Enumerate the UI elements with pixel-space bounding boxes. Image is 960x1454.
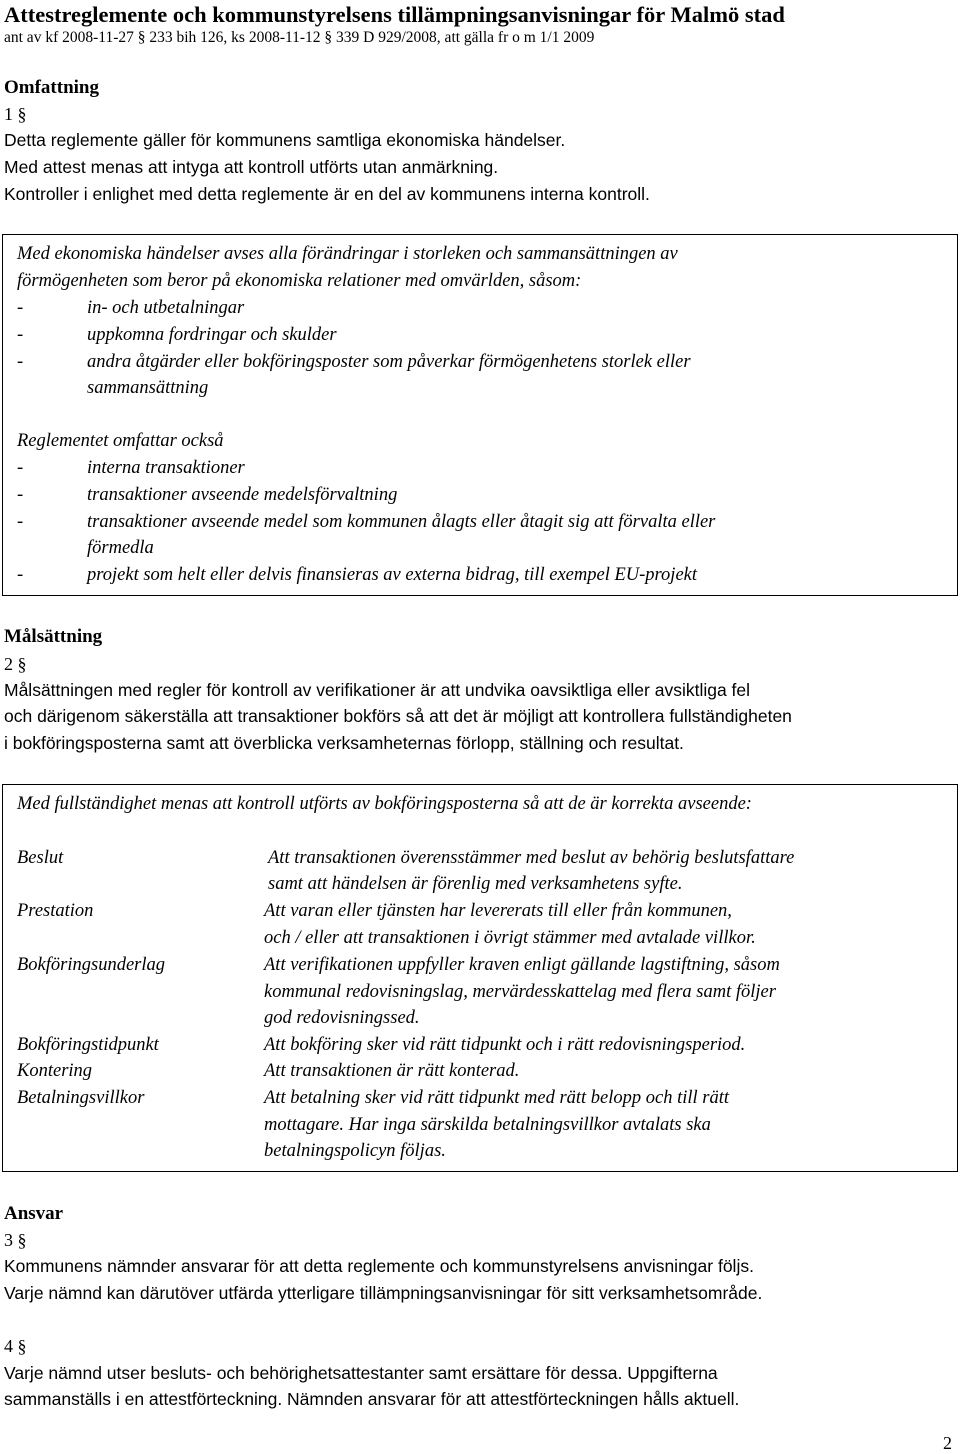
definition-line: betalningspolicyn följas. xyxy=(264,1141,446,1161)
definition-line: kommunal redovisningslag, mervärdesskattelag med flera samt följer xyxy=(264,982,776,1002)
definition-line: och / eller att transaktionen i övrigt stämmer med avtalade villkor. xyxy=(264,928,756,948)
definition-box-completeness xyxy=(2,784,958,1172)
paragraph-number-2: 2 § xyxy=(4,654,27,674)
list-item-continuation: sammansättning xyxy=(87,378,209,398)
term-kontering: Kontering xyxy=(17,1061,93,1081)
text-line: Kommunens nämnder ansvarar för att detta reglemente och kommunstyrelsens anvisningar följs. xyxy=(4,1256,754,1276)
list-dash: - xyxy=(17,458,24,478)
list-dash: - xyxy=(17,325,24,345)
definition-line: Att varan eller tjänsten har levererats till eller från kommunen, xyxy=(264,901,732,921)
list-dash: - xyxy=(17,298,24,318)
text-line: Detta reglemente gäller för kommunens samtliga ekonomiska händelser. xyxy=(4,130,566,150)
text-line: sammanställs i en attestförteckning. Nämnden ansvarar för att attestförteckningen hålls aktuell. xyxy=(4,1389,740,1409)
list-item: projekt som helt eller delvis finansieras av externa bidrag, till exempel EU-projekt xyxy=(87,565,698,585)
document-title: Attestreglemente och kommunstyrelsens tillämpningsanvisningar för Malmö stad xyxy=(4,2,785,27)
definition-line: god redovisningssed. xyxy=(264,1008,420,1028)
list-item: uppkomna fordringar och skulder xyxy=(87,325,337,345)
list-item: in- och utbetalningar xyxy=(87,298,245,318)
definition-box-economic-events xyxy=(2,234,958,596)
definition-line: Att transaktionen överensstämmer med beslut av behörig beslutsfattare xyxy=(268,848,795,868)
definition-line: Att betalning sker vid rätt tidpunkt med rätt belopp och till rätt xyxy=(264,1088,730,1108)
list-item: interna transaktioner xyxy=(87,458,245,478)
text-line: Varje nämnd utser besluts- och behörighetsattestanter samt ersättare för dessa. Uppgifterna xyxy=(4,1363,718,1383)
term-bokforingsunderlag: Bokföringsunderlag xyxy=(17,955,165,975)
text-line: i bokföringsposterna samt att överblicka verksamheternas förlopp, ställning och resultat. xyxy=(4,733,684,753)
box-intro-line: Med fullständighet menas att kontroll utförts av bokföringsposterna så att de är korrekta avseende: xyxy=(17,794,752,814)
section-heading-omfattning: Omfattning xyxy=(4,77,99,98)
text-line: och därigenom säkerställa att transaktioner bokförs så att det är möjligt att kontrollera fullständigheten xyxy=(4,706,792,726)
list-dash: - xyxy=(17,565,24,585)
definition-line: mottagare. Har inga särskilda betalningsvillkor avtalats ska xyxy=(264,1115,711,1135)
term-prestation: Prestation xyxy=(17,901,94,921)
definition-line: Att bokföring sker vid rätt tidpunkt och i rätt redovisningsperiod. xyxy=(264,1035,746,1055)
section-heading-ansvar: Ansvar xyxy=(4,1203,64,1224)
text-line: Med attest menas att intyga att kontroll utförts utan anmärkning. xyxy=(4,157,499,177)
paragraph-number-1: 1 § xyxy=(4,104,27,124)
list-item: transaktioner avseende medel som kommunen ålagts eller åtagit sig att förvalta eller xyxy=(87,512,716,532)
box-intro-line: Med ekonomiska händelser avses alla förändringar i storleken och sammansättningen av xyxy=(17,244,678,264)
box-intro-line: Reglementet omfattar också xyxy=(17,431,224,451)
list-item-continuation: förmedla xyxy=(87,538,154,558)
box-intro-line: förmögenheten som beror på ekonomiska relationer med omvärlden, såsom: xyxy=(17,271,582,291)
list-item: transaktioner avseende medelsförvaltning xyxy=(87,485,398,505)
text-line: Varje nämnd kan därutöver utfärda ytterligare tillämpningsanvisningar för sitt verksamhetsområde. xyxy=(4,1283,763,1303)
definition-line: samt att händelsen är förenlig med verksamhetens syfte. xyxy=(268,874,683,894)
section-heading-malsattning: Målsättning xyxy=(4,626,103,647)
list-item: andra åtgärder eller bokföringsposter som påverkar förmögenhetens storlek eller xyxy=(87,352,691,372)
document-subtitle: ant av kf 2008-11-27 § 233 bih 126, ks 2008-11-12 § 339 D 929/2008, att gälla fr o m 1/1 2009 xyxy=(4,29,595,46)
term-beslut: Beslut xyxy=(17,848,64,868)
list-dash: - xyxy=(17,512,24,532)
term-betalningsvillkor: Betalningsvillkor xyxy=(17,1088,145,1108)
text-line: Kontroller i enlighet med detta reglemente är en del av kommunens interna kontroll. xyxy=(4,184,650,204)
paragraph-number-3: 3 § xyxy=(4,1230,27,1250)
list-dash: - xyxy=(17,485,24,505)
paragraph-number-4: 4 § xyxy=(4,1336,27,1356)
definition-line: Att transaktionen är rätt konterad. xyxy=(264,1061,520,1081)
definition-line: Att verifikationen uppfyller kraven enligt gällande lagstiftning, såsom xyxy=(264,955,780,975)
list-dash: - xyxy=(17,352,24,372)
term-bokforingstidpunkt: Bokföringstidpunkt xyxy=(17,1035,159,1055)
page-number: 2 xyxy=(943,1433,952,1453)
text-line: Målsättningen med regler för kontroll av verifikationer är att undvika oavsiktliga eller avsiktliga fel xyxy=(4,680,751,700)
